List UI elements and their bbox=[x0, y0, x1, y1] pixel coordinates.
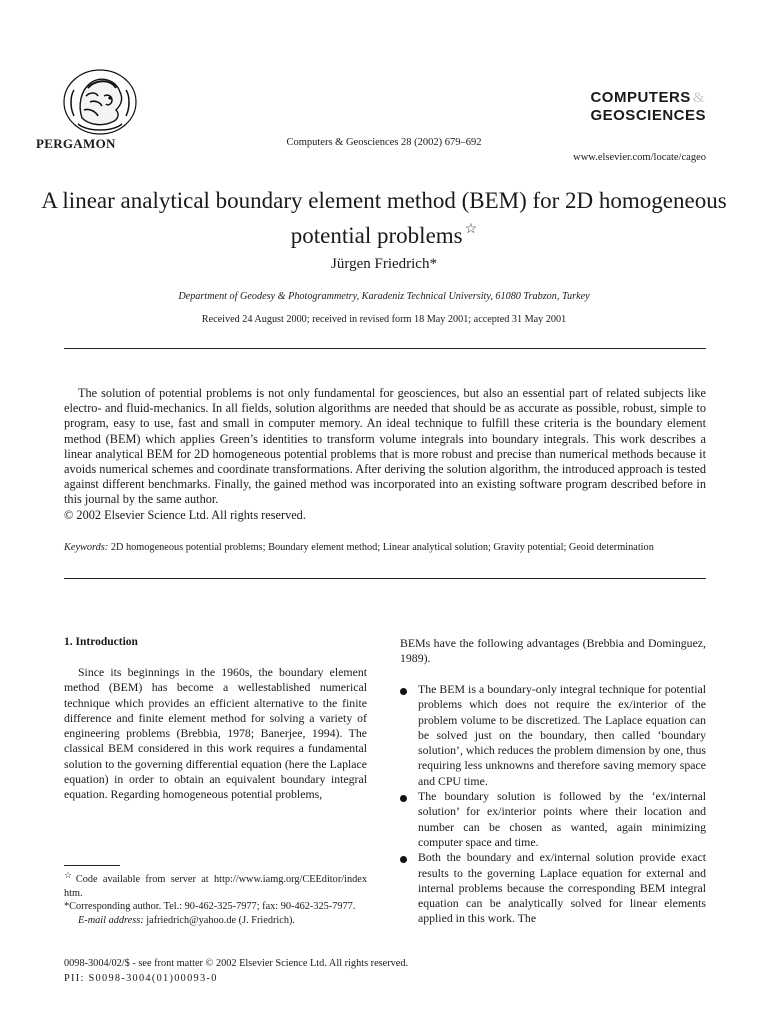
author-name: Jürgen Friedrich* bbox=[331, 256, 437, 272]
abstract bbox=[64, 386, 706, 523]
advantages-list bbox=[400, 682, 706, 927]
footnote-star-icon: ☆ bbox=[64, 870, 75, 880]
advantages-intro: BEMs have the following advantages (Brebbia and Dominguez, 1989). bbox=[400, 636, 706, 666]
journal-logo bbox=[590, 89, 706, 124]
intro-paragraph: Since its beginnings in the 1960s, the boundary element method (BEM) has become a wellestablished numerical technique which provides an efficient alternative to the finite difference and finite element method for solving a variety of engineering problems (Brebbia, 1978; Banerjee, 1994). The classical BEM considered in this work requires a fundamental solution to the governing differential equation (here the Laplace equation) in order to obtain an equivalent boundary integral equation. Regarding homogeneous potential problems, bbox=[64, 665, 367, 802]
front-matter-info bbox=[64, 956, 408, 986]
section-heading-introduction: 1. Introduction bbox=[64, 636, 138, 648]
email-address[interactable]: jafriedrich@yahoo.de (J. Friedrich). bbox=[146, 914, 295, 926]
list-item bbox=[400, 682, 706, 789]
paper-title: A linear analytical boundary element method (BEM) for 2D homogeneous potential problems bbox=[41, 188, 727, 248]
list-item-text: The boundary solution is followed by the ‘ex/internal solution’ for ex/interior points where their location and number can be chosen as wanted, again minimizing computer space and time. bbox=[418, 789, 706, 849]
journal-logo-line1: COMPUTERS bbox=[590, 89, 691, 106]
bullet-icon bbox=[400, 856, 407, 863]
author-affiliation: Department of Geodesy & Photogrammetry, Karadeniz Technical University, 61080 Trabzon, Turkey bbox=[178, 291, 590, 302]
footnote-code-text: Code available from server at http://www.iamg.org/CEEditor/index htm. bbox=[64, 874, 367, 899]
journal-reference: Computers & Geosciences 28 (2002) 679–692 bbox=[286, 137, 482, 148]
bullet-icon bbox=[400, 688, 407, 695]
keywords-label: Keywords: bbox=[64, 542, 109, 553]
divider-bottom bbox=[64, 578, 706, 579]
footnote-code bbox=[64, 869, 367, 900]
keywords bbox=[64, 541, 706, 555]
list-item bbox=[400, 850, 706, 926]
issn-line: 0098-3004/02/$ - see front matter © 2002 Elsevier Science Ltd. All rights reserved. bbox=[64, 958, 409, 969]
bullet-icon bbox=[400, 795, 407, 802]
email-label: E-mail address: bbox=[78, 914, 144, 926]
journal-logo-amp: & bbox=[692, 90, 705, 106]
abstract-copyright: © 2002 Elsevier Science Ltd. All rights reserved. bbox=[64, 507, 306, 522]
footnote-divider bbox=[64, 865, 120, 866]
publisher-name: PERGAMON bbox=[36, 136, 116, 151]
list-item bbox=[400, 789, 706, 850]
journal-logo-line2: GEOSCIENCES bbox=[590, 107, 706, 124]
footnotes bbox=[64, 869, 367, 927]
received-dates: Received 24 August 2000; received in revised form 18 May 2001; accepted 31 May 2001 bbox=[201, 314, 567, 325]
journal-url[interactable]: www.elsevier.com/locate/cageo bbox=[573, 152, 706, 163]
footnote-corresponding-author: *Corresponding author. Tel.: 90-462-325-7977; fax: 90-462-325-7977. bbox=[64, 901, 356, 913]
abstract-text: The solution of potential problems is not only fundamental for geosciences, but also an essential part of related subjects like electro- and fluid-mechanics. In all fields, solution algorithms are needed that should be as accurate as possible, robust, simple to program, easy to use, fast and small in computer memory. An ideal technique to fulfill these criteria is the boundary element method (BEM) which applies Green’s identities to transform volume integrals into boundary integrals. This work describes a linear analytical BEM for 2D homogeneous potential problems that is more robust and precise than numerical methods because it avoids numerical schemes and coordinate transformations. After deriving the solution algorithm, the introduced approach is tested against different benchmarks. Finally, the gained method was incorporated into an existing software program described before in this journal by the same author. bbox=[64, 386, 706, 507]
list-item-text: The BEM is a boundary-only integral technique for potential problems which does not require the ex/interior of the problem volume to be discretized. The Laplace equation can be solved just on the boundary, then called ‘boundary solution’, which reduces the problem dimension by one, thus requiring less unknowns and therefore saving memory space and CPU time. bbox=[418, 682, 706, 788]
footnote-email bbox=[64, 914, 367, 928]
title-footnote-star-icon[interactable]: ☆ bbox=[464, 222, 478, 237]
divider-top bbox=[64, 348, 706, 349]
paper-title-block bbox=[40, 186, 728, 250]
pii-line: PII: S0098-3004(01)00093-0 bbox=[64, 973, 218, 984]
keywords-list: 2D homogeneous potential problems; Boundary element method; Linear analytical solution; Gravity potential; Geoid determination bbox=[110, 542, 654, 553]
pergamon-logo bbox=[60, 66, 140, 136]
list-item-text: Both the boundary and ex/internal solution provide exact results to the governing Laplace equation for external and internal problems because the corresponding BEM integral equation can be analytically solved for linear elements applied in this work. The bbox=[418, 850, 706, 926]
